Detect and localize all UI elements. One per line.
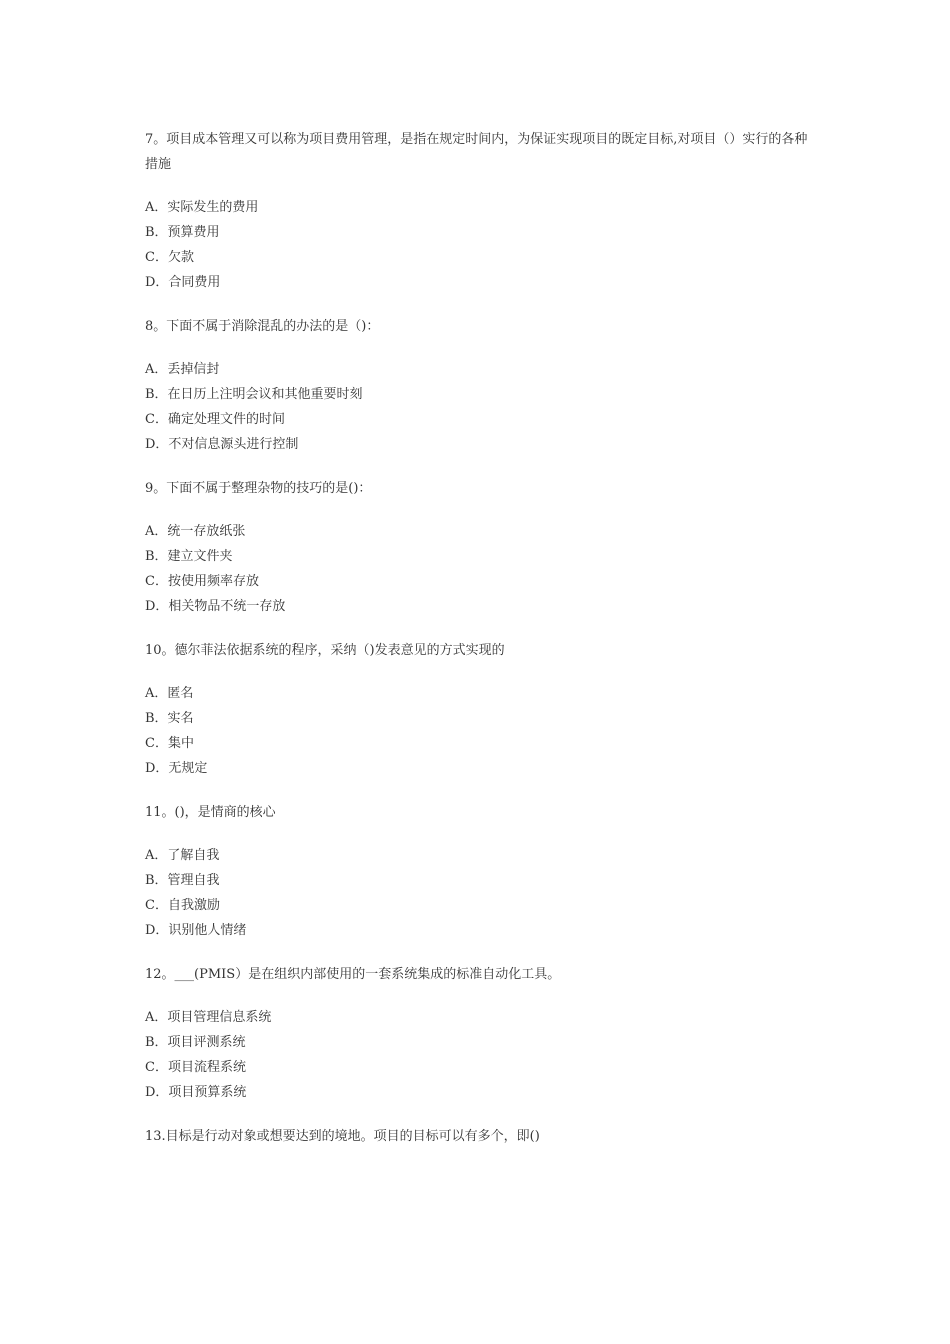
question-stem: 9。下面不属于整理杂物的技巧的是()：	[145, 481, 372, 496]
question-10	[145, 638, 815, 781]
option-c: C．自我激励	[145, 898, 220, 913]
question-9	[145, 476, 815, 619]
option-list	[145, 843, 815, 943]
option-list	[145, 681, 815, 781]
option-a: A．丢掉信封	[145, 362, 220, 377]
question-stem: 13.目标是行动对象或想要达到的境地。项目的目标可以有多个，即()	[145, 1129, 540, 1144]
question-12	[145, 962, 815, 1105]
question-8	[145, 314, 815, 457]
option-list	[145, 195, 815, 295]
option-c: C．项目流程系统	[145, 1060, 246, 1075]
option-a: A．了解自我	[145, 848, 220, 863]
option-c: C．集中	[145, 736, 194, 751]
option-list	[145, 357, 815, 457]
option-b: B．建立文件夹	[145, 549, 233, 564]
option-d: D．无规定	[145, 761, 208, 776]
option-b: B．实名	[145, 711, 194, 726]
option-b: B．预算费用	[145, 225, 220, 240]
option-a: A．项目管理信息系统	[145, 1010, 272, 1025]
option-d: D．不对信息源头进行控制	[145, 437, 299, 452]
option-a: A．匿名	[145, 686, 194, 701]
option-c: C．确定处理文件的时间	[145, 412, 285, 427]
option-a: A．实际发生的费用	[145, 200, 259, 215]
option-list	[145, 1005, 815, 1105]
option-c: C．欠款	[145, 250, 194, 265]
option-d: D．识别他人情绪	[145, 923, 247, 938]
option-d: D．相关物品不统一存放	[145, 599, 286, 614]
option-a: A．统一存放纸张	[145, 524, 246, 539]
question-stem: 7。项目成本管理又可以称为项目费用管理，是指在规定时间内，为保证实现项目的既定目标,对项目（）实行的各种措施	[145, 132, 808, 172]
question-stem: 10。德尔菲法依据系统的程序，采纳（)发表意见的方式实现的	[145, 643, 505, 658]
question-stem: 8。下面不属于消除混乱的办法的是（)：	[145, 319, 380, 334]
question-stem: 11。()，是情商的核心	[145, 805, 276, 820]
document-page	[145, 127, 815, 1149]
option-b: B．项目评测系统	[145, 1035, 246, 1050]
option-d: D．合同费用	[145, 275, 221, 290]
option-c: C．按使用频率存放	[145, 574, 259, 589]
option-b: B．管理自我	[145, 873, 220, 888]
question-13	[145, 1124, 815, 1149]
question-7	[145, 127, 815, 295]
option-b: B．在日历上注明会议和其他重要时刻	[145, 387, 363, 402]
option-list	[145, 519, 815, 619]
option-d: D．项目预算系统	[145, 1085, 247, 1100]
question-stem: 12。___(PMIS）是在组织内部使用的一套系统集成的标准自动化工具。	[145, 967, 561, 982]
question-11	[145, 800, 815, 943]
